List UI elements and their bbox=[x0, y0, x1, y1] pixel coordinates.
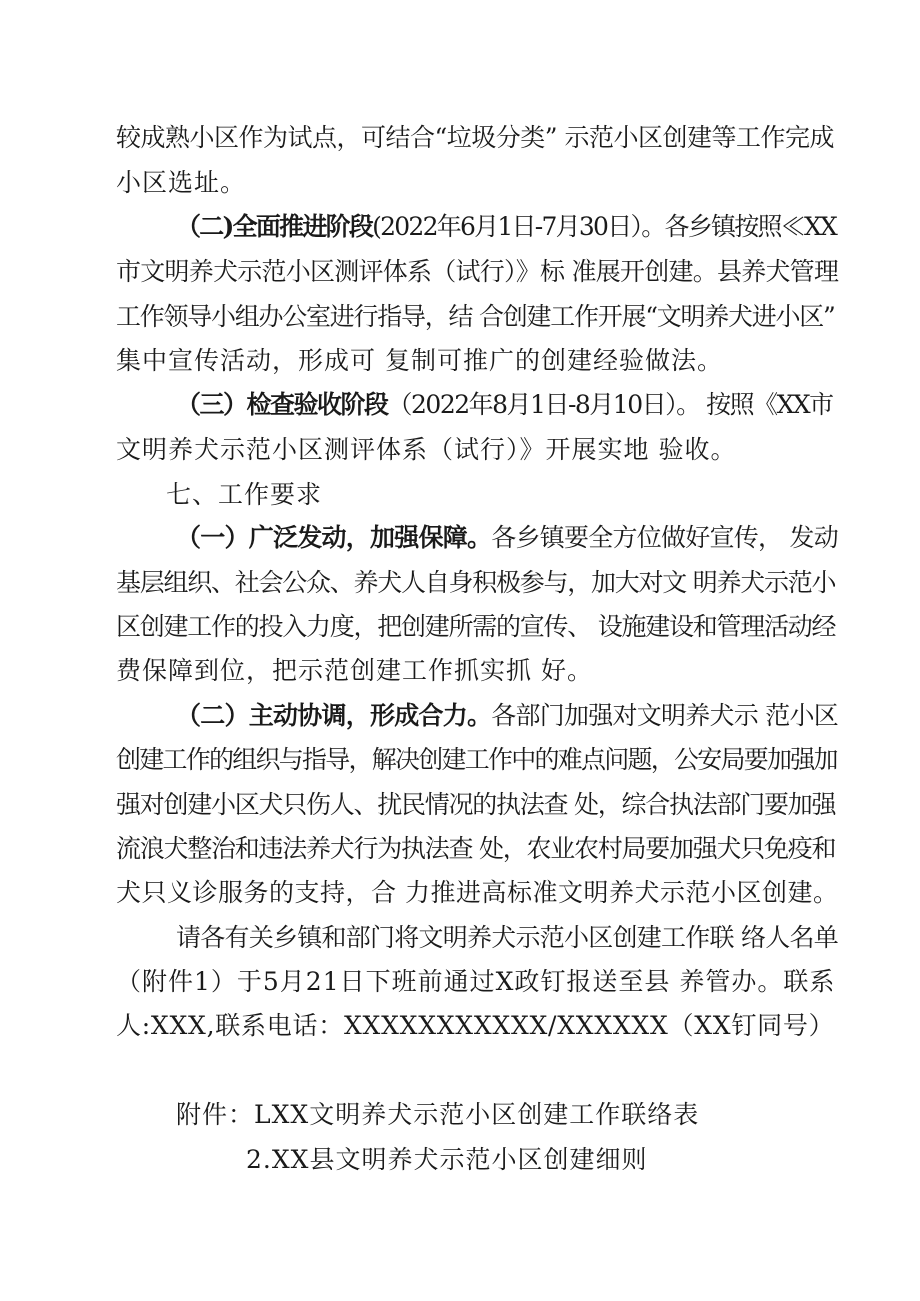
p5-line5: 犬只义诊服务的支持，合 力推进高标准文明养犬示范小区创建。 bbox=[116, 878, 839, 907]
p5-line4: 流浪犬整治和违法养犬行为执法查 处，农业农村局要加强犬只免疫和 bbox=[116, 834, 836, 863]
p6-line3: 人:XXX,联系电话：XXXXXXXXXXX/XXXXXX（XX钉同号） bbox=[116, 1011, 835, 1040]
p2-line1-rest: 各乡镇按照≪XX bbox=[664, 212, 837, 241]
p3-date: （2022年8月1日-8月10日）。 bbox=[387, 390, 700, 419]
p5-line1-rest: 各部门加强对文明养犬示 范小区 bbox=[491, 701, 838, 730]
p5-line2: 创建工作的组织与指导，解决创建工作中的难点问题，公安局要加强加 bbox=[116, 745, 837, 774]
p4-line2: 基层组织、社会公众、养犬人自身积极参与，加大对文 明养犬示范小 bbox=[116, 568, 836, 597]
p2-line3: 工作领导小组办公室进行指导，结 合创建工作开展“文明养犬进小区” bbox=[116, 302, 835, 331]
p4-title: （一）广泛发动，加强保障。 bbox=[176, 523, 492, 552]
p1-line1: 较成熟小区作为试点，可结合“垃圾分类” 示范小区创建等工作完成 bbox=[116, 123, 835, 152]
p6-line1: 请各有关乡镇和部门将文明养犬示范小区创建工作联 络人名单 bbox=[176, 923, 838, 952]
p4-line1-rest: 各乡镇要全方位做好宣传， 发动 bbox=[491, 523, 838, 552]
attachment-1: 附件：LXX文明养犬示范小区创建工作联络表 bbox=[176, 1100, 700, 1129]
p2-line4: 集中宣传活动，形成可 复制可推广的创建经验做法。 bbox=[116, 346, 723, 375]
p2-line2: 市文明养犬示范小区测评体系（试行）》标 准展开创建。县养犬管理 bbox=[116, 257, 839, 286]
p3-line1 bbox=[176, 390, 833, 420]
p4-line4: 费保障到位，把示范创建工作抓实抓 好。 bbox=[116, 656, 593, 685]
p4-line1 bbox=[176, 523, 838, 553]
p2-line1 bbox=[176, 212, 836, 242]
p5-title: （二）主动协调，形成合力。 bbox=[176, 701, 492, 730]
section-heading: 七、工作要求 bbox=[166, 480, 323, 509]
p1-line2: 小区选址。 bbox=[116, 168, 247, 197]
p6-line2: （附件1）于5月21日下班前通过X政钉报送至县 养管办。联系 bbox=[116, 967, 836, 996]
p3-title: （三）检查验收阶段 bbox=[176, 390, 388, 419]
p2-title: （二)全面推进阶段 bbox=[176, 212, 373, 241]
p2-date: (2022年6月1日-7月30日）。 bbox=[372, 212, 665, 241]
p3-line1-rest: 按照《XX市 bbox=[699, 390, 833, 419]
p4-line3: 区创建工作的投入力度，把创建所需的宣传、 设施建设和管理活动经 bbox=[116, 612, 836, 641]
p5-line1 bbox=[176, 701, 838, 731]
p3-line2: 文明养犬示范小区测评体系（试行）》开展实地 验收。 bbox=[116, 435, 737, 464]
p5-line3: 强对创建小区犬只伤人、扰民情况的执法查 处，综合执法部门要加强 bbox=[116, 790, 836, 819]
attachment-2: 2.XX县文明养犬示范小区创建细则 bbox=[246, 1145, 648, 1174]
